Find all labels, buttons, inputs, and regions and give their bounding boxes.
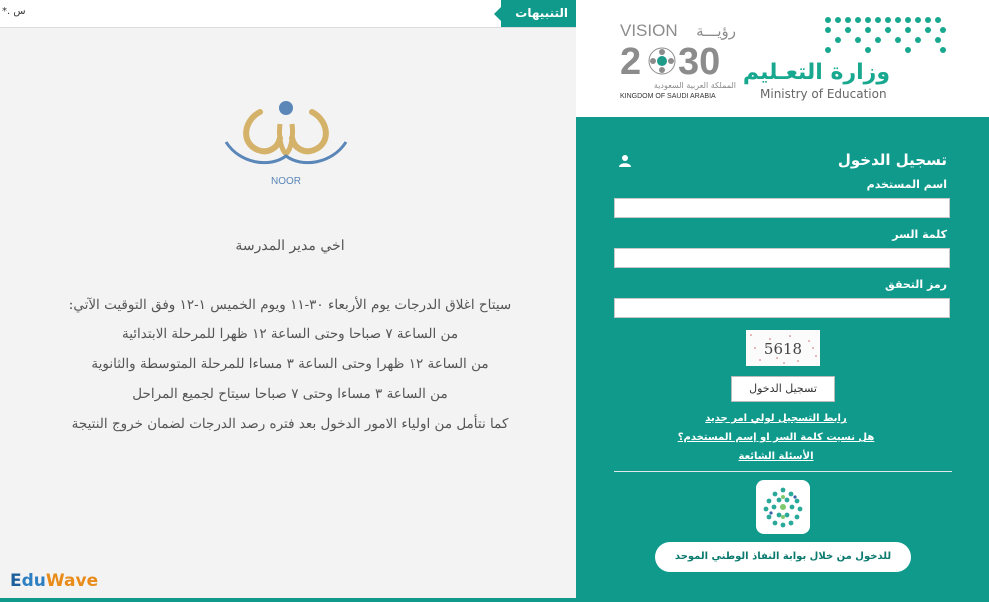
- password-label: كلمة السر: [892, 228, 947, 241]
- password-input[interactable]: [614, 248, 950, 268]
- ministry-english: Ministry of Education: [760, 87, 887, 101]
- nafath-logo[interactable]: [756, 480, 810, 534]
- bottom-bar: [0, 598, 989, 602]
- faq-link[interactable]: الأسئلة الشائعة: [738, 451, 814, 462]
- eduwave-logo: EduWave: [10, 571, 99, 591]
- noor-logo: [220, 98, 352, 190]
- ministry-arabic: وزارة التعـليم: [742, 60, 890, 85]
- username-label: اسم المستخدم: [866, 178, 947, 191]
- noor-logo-text: NOOR: [271, 176, 301, 187]
- notice-line: من الساعة ٣ مساءا وحتى ٧ صباحا سيتاح لجميع المراحل: [132, 386, 448, 402]
- vision-2030-logo: [616, 14, 746, 104]
- svg-text:30: 30: [678, 41, 721, 83]
- notice-line: من الساعة ٧ صباحا وحتى الساعة ١٢ ظهرا للمرحلة الابتدائية: [121, 326, 459, 342]
- forgot-password-link[interactable]: هل نسيت كلمة السر او إسم المستخدم؟: [677, 432, 875, 443]
- ministry-dots-icon: [822, 14, 950, 58]
- logos-header: [576, 0, 989, 117]
- svg-text:رؤيـــة: رؤيـــة: [696, 22, 736, 40]
- captcha-code: 5618: [763, 340, 803, 358]
- nafath-icon: [761, 485, 805, 529]
- svg-text:2: 2: [620, 41, 642, 83]
- login-title: تسجيل الدخول: [837, 151, 947, 169]
- ministry-logo: [742, 14, 950, 104]
- captcha-image: [746, 330, 820, 366]
- notice-line: سيتاح اغلاق الدرجات يوم الأربعاء ٣٠-١١ ويوم الخميس ١-١٢ وفق التوقيت الآتي:: [68, 297, 512, 313]
- captcha-input[interactable]: [614, 298, 950, 318]
- notice-line: كما نتأمل من اولياء الامور الدخول بعد فتره رصد الدرجات لضمان خروج النتيجة: [71, 416, 509, 432]
- nafath-login-button[interactable]: للدخول من خلال بوابة النفاذ الوطني الموحد: [655, 542, 911, 572]
- user-icon: [618, 154, 632, 168]
- ticker-text: *. س: [2, 6, 26, 17]
- notice-greeting: اخي مدير المدرسة: [235, 238, 345, 254]
- svg-text:VISION: VISION: [620, 21, 678, 40]
- divider: [614, 471, 952, 472]
- notice-line: من الساعة ١٢ ظهرا وحتى الساعة ٣ مساءا للمرحلة المتوسطة والثانوية: [91, 356, 489, 372]
- captcha-label: رمز التحقق: [885, 278, 947, 291]
- svg-text:KINGDOM OF SAUDI ARABIA: KINGDOM OF SAUDI ARABIA: [620, 93, 716, 100]
- register-parent-link[interactable]: رابط التسجيل لولي امر جديد: [705, 413, 847, 424]
- login-button[interactable]: تسجيل الدخول: [731, 376, 835, 402]
- login-panel: [576, 117, 989, 598]
- svg-text:المملكة العربية السعودية: المملكة العربية السعودية: [653, 81, 736, 90]
- alerts-label: التنبيهات: [501, 0, 576, 27]
- username-input[interactable]: [614, 198, 950, 218]
- alerts-ticker: [0, 0, 576, 28]
